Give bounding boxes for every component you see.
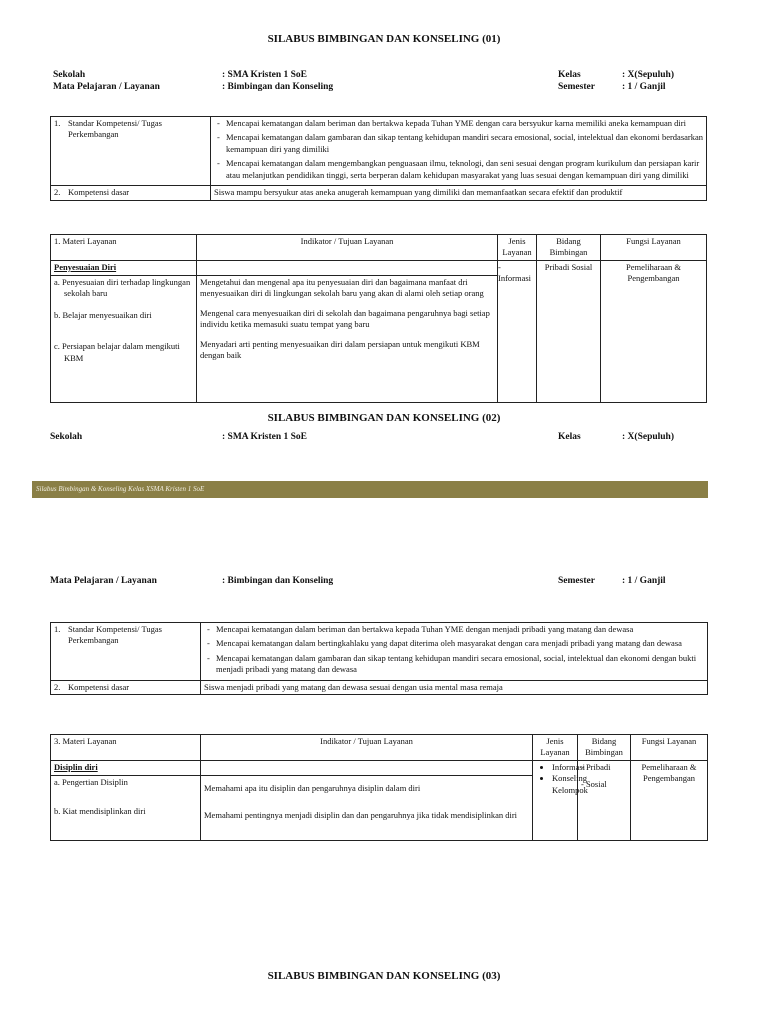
header-fungsi: Fungsi Layanan: [601, 235, 707, 261]
bidang-item: - Sosial: [581, 779, 607, 790]
kelas-value: : X(Sepuluh): [622, 70, 674, 80]
indikator-item: Menyadari arti penting menyesuaikan diri dalam persiapan untuk mengikuti KBM dengan baik: [200, 338, 480, 361]
kd-label: Kompetensi dasar: [68, 681, 130, 692]
header-indikator: Indikator / Tujuan Layanan: [201, 735, 533, 761]
jenis-item: • Konseling Kelompok: [552, 773, 574, 796]
header-materi: 1. Materi Layanan: [51, 235, 197, 261]
jenis-cell: [533, 760, 588, 840]
indikator-cell: [197, 275, 498, 402]
kd-label: Kompetensi dasar: [68, 187, 130, 198]
sk-items-cell: [201, 623, 708, 681]
competency-table-01: [50, 116, 707, 201]
page-title-01: SILABUS BIMBINGAN DAN KONSELING (01): [267, 33, 501, 45]
indikator-item: Memahami apa itu disiplin dan pengaruhnya disiplin dalam diri: [204, 782, 421, 793]
header-fungsi: Fungsi Layanan: [631, 735, 708, 761]
kd-value: Siswa mampu bersyukur atas aneka anugerah kemampuan yang dimiliki dan memanfaatkan secara efektif dan produktif: [211, 186, 707, 200]
materi-item: a. Pengertian Disiplin: [54, 776, 128, 787]
sk-items-cell: [211, 117, 707, 186]
section-label: Disiplin diri: [54, 761, 98, 772]
header-indikator: Indikator / Tujuan Layanan: [197, 235, 498, 261]
sk-item: - Mencapai kematangan dalam beriman dan bertakwa kepada Tuhan YME dengan menjadi pribadi yang matang dan dewasa: [216, 624, 704, 635]
sk-num: 1.: [54, 118, 61, 128]
mapel-value: : Bimbingan dan Konseling: [222, 82, 334, 92]
competency-table-02: [50, 622, 708, 695]
section-empty: [201, 760, 533, 775]
section-title: [51, 760, 201, 775]
mapel-value: : Bimbingan dan Konseling: [222, 576, 334, 586]
sk-num: 1.: [54, 624, 61, 634]
kd-num: 2.: [54, 681, 61, 692]
semester-value: : 1 / Ganjil: [622, 576, 666, 586]
mapel-label: Mata Pelajaran / Layanan: [53, 82, 160, 92]
sekolah-label: Sekolah: [50, 432, 83, 442]
sk-label-cell: [51, 623, 201, 681]
materi-table-02: [50, 734, 708, 841]
header-jenis: Jenis Layanan: [498, 235, 537, 261]
materi-cell: [51, 275, 197, 402]
materi-table-01: [50, 234, 707, 403]
section-label: Penyesuaian Diri: [54, 261, 117, 272]
materi-item: b. Kiat mendisiplinkan diri: [54, 806, 146, 817]
header-materi: 3. Materi Layanan: [51, 735, 201, 761]
sk-item: - Mencapai kematangan dalam beriman dan bertakwa kepada Tuhan YME dengan cara bersyukur karna memiliki aneka kemampuan diri: [226, 118, 703, 129]
bidang-cell: [578, 760, 631, 840]
materi-item: a. Penyesuaian diri terhadap lingkungan sekolah baru: [54, 276, 191, 299]
kelas-label: Kelas: [558, 432, 581, 442]
footer-banner: Silabus Bimbingan & Konseling Kelas XSMA Kristen 1 SoE: [32, 481, 708, 498]
sk-item: - Mencapai kematangan dalam gambaran dan sikap tentang kehidupan mandiri secara emosional, social, intelektual dan ekonomi berdasarkan kemampuan diri yang dimiliki: [226, 132, 703, 155]
indikator-cell: [201, 775, 533, 840]
header-bidang: Bidang Bimbingan: [578, 735, 631, 761]
semester-label: Semester: [558, 576, 595, 586]
fungsi-cell: Pemeliharaan & Pengembangan: [631, 760, 708, 840]
semester-label: Semester: [558, 82, 595, 92]
sekolah-value: : SMA Kristen 1 SoE: [222, 70, 307, 80]
jenis-cell: - Informasi: [498, 260, 537, 402]
fungsi-cell: Pemeliharaan & Pengembangan: [601, 260, 707, 402]
sk-label: Standar Kompetensi/ Tugas Perkembangan: [68, 118, 162, 140]
sk-label-cell: [51, 117, 211, 186]
jenis-item: • Informasi: [552, 762, 574, 773]
sk-item: - Mencapai kematangan dalam gambaran dan sikap tentang kehidupan mandiri secara emosional, social, intelektual dan ekonomi dengan bukti menjadi pribadi yang matang dan dewasa: [216, 653, 704, 676]
bidang-cell: Pribadi Sosial: [537, 260, 601, 402]
kelas-label: Kelas: [558, 70, 581, 80]
indikator-item: Mengetahui dan mengenal apa itu penyesuaian diri dan bagaimana manfaat dri menyesuaikan diri di lingkungan sekolah baru yang akan di alami oleh setiap orang: [200, 276, 484, 299]
sekolah-label: Sekolah: [53, 70, 86, 80]
kd-label-cell: [51, 186, 211, 200]
sk-label: Standar Kompetensi/ Tugas Perkembangan: [68, 624, 162, 646]
bidang-item: - Pribadi: [581, 761, 611, 772]
kd-value: Siswa menjadi pribadi yang matang dan dewasa sesuai dengan usia mental masa remaja: [201, 680, 708, 694]
indikator-item: Mengenal cara menyesuaikan diri di sekolah dan bagaimana pengaruhnya bagi setiap individu ketika memasuki suatu tempat yang baru: [200, 307, 490, 330]
sk-item: - Mencapai kematangan dalam bertingkahlaku yang dapat diterima oleh masyarakat dengan cara menjadi pribadi yang matang dan dewasa: [216, 638, 704, 649]
header-bidang: Bidang Bimbingan: [537, 235, 601, 261]
sk-item: - Mencapai kematangan dalam mengembangkan penguasaan ilmu, teknologi, dan seni sesuai dengan program kurikulum dan persiapan karir atau melanjutkan pendidikan tinggi, serta berperan dalam kehidupan masyarakat yang luas sesuai dengan kemampuan diri yang dimiliki: [226, 158, 703, 181]
kd-label-cell: [51, 680, 201, 694]
materi-item: c. Persiapan belajar dalam mengikuti KBM: [54, 341, 180, 363]
sekolah-value: : SMA Kristen 1 SoE: [222, 432, 307, 442]
section-title: [51, 260, 197, 275]
section-empty: [197, 260, 498, 275]
materi-item: b. Belajar menyesuaikan diri: [54, 309, 152, 320]
kelas-value: : X(Sepuluh): [622, 432, 674, 442]
page-title-03: SILABUS BIMBINGAN DAN KONSELING (03): [267, 970, 501, 982]
materi-cell: [51, 775, 201, 840]
indikator-item: Memahami pentingnya menjadi disiplin dan dan pengaruhnya jika tidak mendisiplinkan diri: [204, 810, 518, 821]
page-title-02: SILABUS BIMBINGAN DAN KONSELING (02): [267, 412, 501, 424]
semester-value: : 1 / Ganjil: [622, 82, 666, 92]
kd-num: 2.: [54, 187, 61, 198]
header-jenis: Jenis Layanan: [533, 735, 578, 761]
mapel-label: Mata Pelajaran / Layanan: [50, 576, 157, 586]
